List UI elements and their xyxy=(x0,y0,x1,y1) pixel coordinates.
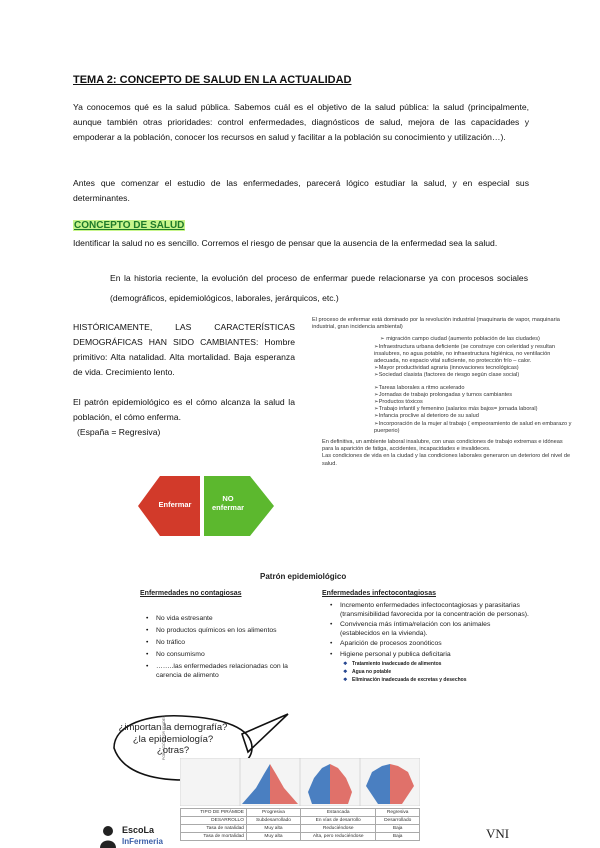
logo-line-2: InFermeria xyxy=(122,837,163,846)
figure-title: Patrón epidemiológico xyxy=(260,572,347,581)
spain-note: (España = Regresiva) xyxy=(77,427,161,437)
intro-paragraph-2: Antes que comenzar el estudio de las enfermedades, parecerá lógico estudiar la salud, y en especial sus determinantes. xyxy=(73,178,529,203)
list-item: • Convivencia más íntima/relación con los animales (establecidos en la vivienda). xyxy=(340,621,530,638)
intro-paragraph: Ya conocemos qué es la salud pública. Sabemos cuál es el objetivo de la salud pública: la salud (principalmente, aunque también otras prioridades: control enfermedades, diagnósticos de salud, mejora de las capacidades y empoderar a la población, conocer los recursos en salud y facilitar a la población su conocimiento y utilización…). xyxy=(73,102,529,142)
pyramid-table xyxy=(180,808,420,841)
list-item: • No productos químicos en los alimentos xyxy=(156,626,306,635)
list-item: • Higiene personal y publica deficitaria ❖ Tratamiento inadecuado de alimentos ❖ Agua no potable ❖ Eliminación inadecuada de excretas y desechos xyxy=(340,651,530,684)
table-row: DESARROLLO Subdesarrollado En vías de desarrollo Desarrollado xyxy=(181,817,420,825)
historical-block xyxy=(73,320,295,440)
right-list xyxy=(326,602,530,686)
sub-item: ❖ Agua no potable xyxy=(352,669,530,675)
concept-paragraph: Identificar la salud no es sencillo. Corremos el riesgo de pensar que la ausencia de la enfermedad sea la salud. xyxy=(73,238,498,248)
box-item: ➢Tareas laborales a ritmo acelerado xyxy=(374,384,465,391)
table-row: Tasa de natalidad Muy alta Reduciéndose Baja xyxy=(181,825,420,833)
box-list xyxy=(318,336,574,435)
right-column-title: Enfermedades infectocontagiosas xyxy=(322,590,436,597)
box-item: ➢Trabajo infantil y femenino (salarios más bajos= jornada laboral) xyxy=(374,406,538,413)
list-item: • Aparición de procesos zoonóticos xyxy=(340,640,530,649)
box-item: ➢Infraestructura urbana deficiente (se construye con celeridad y resultan insalubres, no agua potable, no infraestructura higiénica, no ventilación adecuada, no espacio vital suficiente, no protección frío – calor. xyxy=(374,343,555,365)
box-outro-2: Las condiciones de vida en la ciudad y las condiciones laborales generaron un deterioro del nivel de salud. xyxy=(322,453,571,467)
box-outro-1: En definitiva, un ambiente laboral insalubre, con unas condiciones de trabajo extremas e idóneas para la aparición de fatiga, accidentes, incapacidades e invalideces. xyxy=(322,439,563,453)
pyramid-axis-label: POBLACIÓN POR EDADES xyxy=(162,715,166,760)
no-enfermar-label: NO enfermar xyxy=(211,494,245,512)
sub-item: ❖ Eliminación inadecuada de excretas y desechos xyxy=(352,677,530,683)
historical-text: HISTÓRICAMENTE, LAS CARACTERÍSTICAS DEMOGRÁFICAS HAN SIDO CAMBIANTES: Hombre primitivo: Alta natalidad. Alta mortalidad. Baja esperanza de vida. Crecimiento lento. xyxy=(73,322,295,377)
box-item: ➢Infancia proclive al deterioro de su salud xyxy=(374,413,479,420)
history-paragraph: En la historia reciente, la evolución del proceso de enfermar puede relacionarse ya con procesos sociales (demográficos, epidemiológicos, laborales, jerárquicos, etc.) xyxy=(110,273,528,303)
box-item: ➢Mayor productividad agraria (innovaciones tecnológicas) xyxy=(374,365,519,372)
logo-line-1: EscoLa xyxy=(122,825,155,835)
box-item: ➢Incorporación de la mujer al trabajo ( empeoramiento de salud en embarazo y puerperio) xyxy=(374,420,572,434)
page-title: TEMA 2: CONCEPTO DE SALUD EN LA ACTUALIDAD xyxy=(73,74,352,86)
table-row: Tasa de mortalidad Muy alta Alta, pero reduciéndose Baja xyxy=(181,833,420,841)
box-item: ➢Productos tóxicos xyxy=(374,399,423,406)
list-item: • No consumismo xyxy=(156,650,306,659)
population-pyramids xyxy=(180,758,420,806)
left-list xyxy=(140,614,306,683)
sub-item: ❖ Tratamiento inadecuado de alimentos xyxy=(352,661,530,667)
box-intro: El proceso de enfermar está dominado por la revolución industrial (maquinaria de vapor, maquinaria industrial, gran incidencia ambiental) xyxy=(312,317,560,331)
concept-heading: CONCEPTO DE SALUD xyxy=(74,220,185,231)
enfermar-label: Enfermar xyxy=(158,500,192,509)
list-item: • No tráfico xyxy=(156,638,306,647)
nurse-icon xyxy=(98,824,118,848)
list-item: • ……..las enfermedades relacionadas con la carencia de alimento xyxy=(156,662,306,680)
university-logo: VNI xyxy=(486,826,510,841)
list-item: • No vida estresante xyxy=(156,614,306,623)
box-item: ➢ migración campo ciudad (aumento población de las ciudades) xyxy=(380,336,540,343)
industrial-revolution-box xyxy=(312,317,574,468)
list-item: • Incremento enfermedades infectocontagiosas y parasitarias (transmisibilidad favorecida por la concentración de personas). xyxy=(340,602,530,619)
pattern-text: El patrón epidemiológico es el cómo alcanza la salud la población, el cómo enferma. xyxy=(73,397,295,422)
table-row: TIPO DE PIRÁMIDE Progresiva Estancada Regresiva xyxy=(181,809,420,817)
sub-list xyxy=(340,661,530,684)
bubble-text: ¿importan la demografía? ¿la epidemiología? ¿otras? xyxy=(118,722,228,756)
box-item: ➢Sociedad clasista (factores de riesgo según clase social) xyxy=(374,372,520,379)
left-column-title: Enfermedades no contagiosas xyxy=(140,590,242,597)
box-item: ➢Jornadas de trabajo prolongadas y turnos cambiantes xyxy=(374,391,513,398)
